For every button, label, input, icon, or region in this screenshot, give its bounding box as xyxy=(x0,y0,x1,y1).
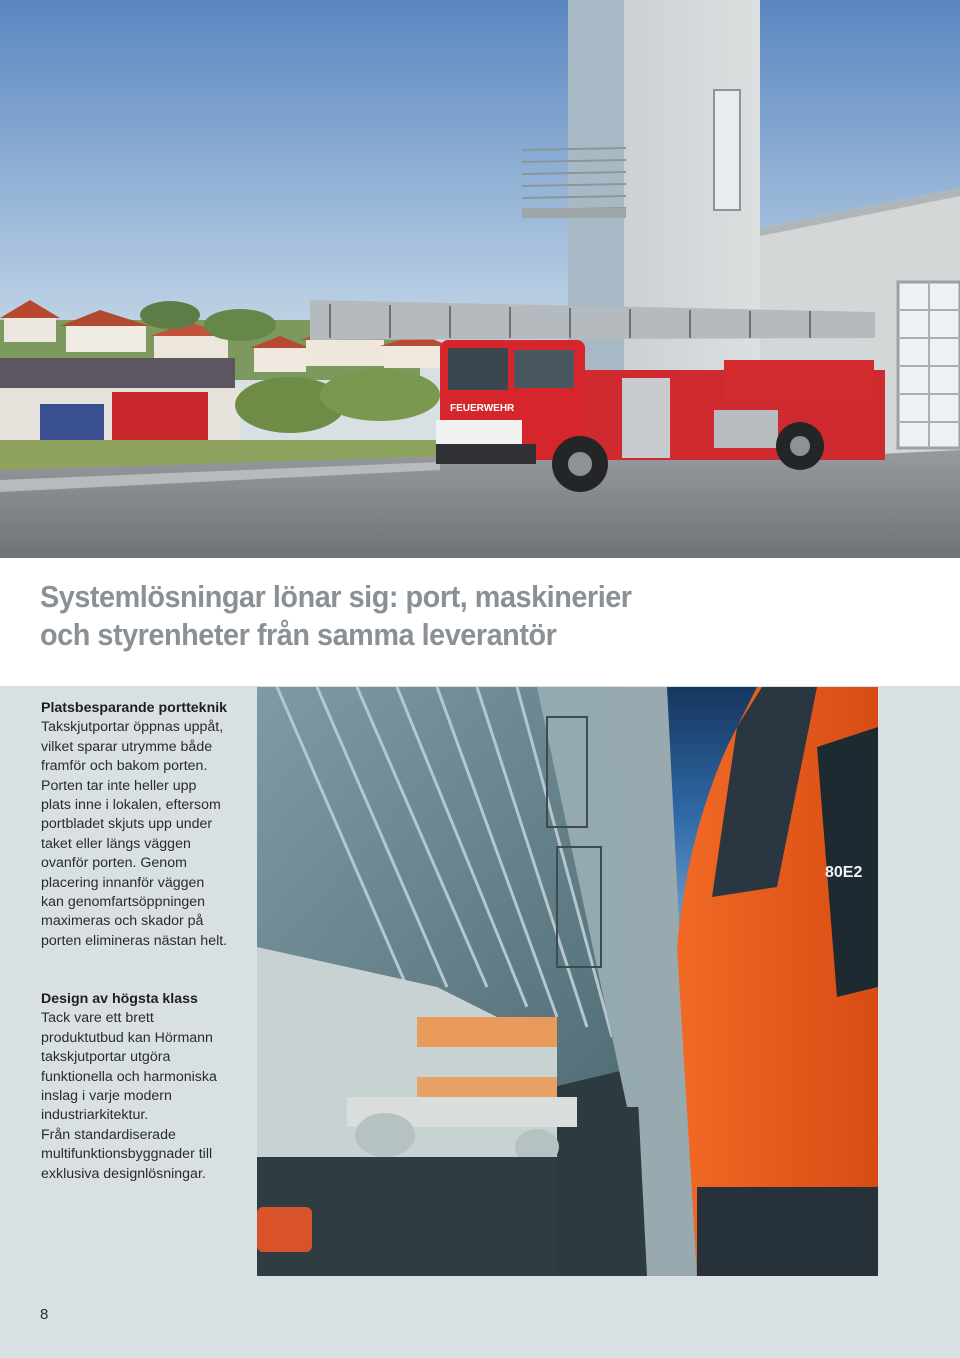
page-title-line-1: Systemlösningar lönar sig: port, maskinerier xyxy=(40,579,632,614)
section-design xyxy=(41,990,246,1184)
garage-building xyxy=(0,358,240,446)
hero-photo xyxy=(0,0,960,558)
section-heading: Platsbesparande portteknik xyxy=(41,700,228,716)
truck-door-label: FEUERWEHR xyxy=(450,403,515,414)
door-detail-photo xyxy=(257,687,878,1276)
section-heading: Design av högsta klass xyxy=(41,991,198,1007)
rolling-door-truck-scene xyxy=(257,687,878,1276)
section-body: Takskjutportar öppnas uppåt, vilket sparar utrymme både framför och bakom porten. Porten tar inte heller upp plats inne i lokalen, eftersom portbladet skjuts upp under taket eller längs väggen ovanför porten. Genom placering innanför väggen kan genomfartsöppningen maximeras och skador på porten elimineras nästan helt. xyxy=(41,719,228,949)
fire-station-scene xyxy=(0,0,960,558)
truck-model-label: 80E2 xyxy=(825,864,863,881)
section-space-saving xyxy=(41,699,246,951)
page-title-line-2: och styrenheter från samma leverantör xyxy=(40,617,557,652)
page-title xyxy=(40,578,632,654)
page-number: 8 xyxy=(40,1306,49,1323)
section-body: Tack vare ett brett produktutbud kan Hörmann takskjutportar utgöra funktionella och harmoniska inslag i varje modern industriarkitektur. Från standardiserade multifunktionsbyggnader till exklusiva designlösningar. xyxy=(41,1010,217,1182)
